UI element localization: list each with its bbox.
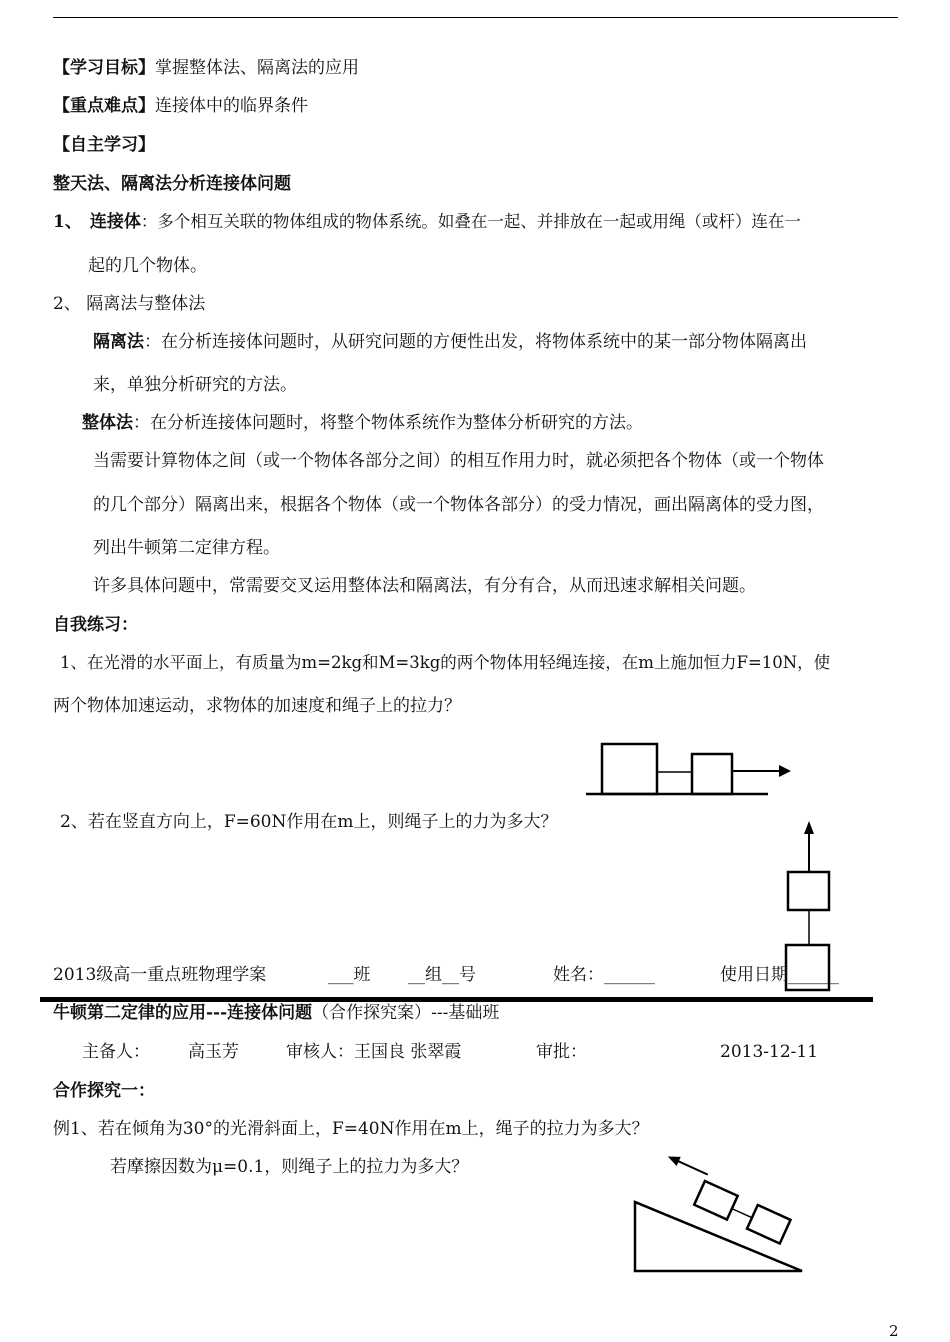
info-grade: 2013级高一重点班物理学案: [53, 965, 267, 985]
practice-q1-line2: 两个物体加速运动，求物体的加速度和绳子上的拉力？: [53, 696, 461, 716]
upper-incline-block: [694, 1181, 738, 1220]
reviewer: 审核人：王国良 张翠霞: [286, 1042, 462, 1062]
info-name: 姓名：______: [553, 965, 655, 985]
horizontal-blocks-diagram: [580, 738, 800, 800]
preparer-label: 主备人：: [82, 1042, 150, 1062]
para2: 许多具体问题中，常需要交叉运用整体法和隔离法，有分有合，从而迅速求解相关问题。: [93, 576, 756, 596]
item1-line1: [53, 211, 801, 233]
learning-goal-line: [53, 57, 359, 79]
lesson-subtitle: （合作探究案）---基础班: [312, 1003, 500, 1023]
approval-label: 审批：: [536, 1042, 587, 1062]
item1-term: 连接体: [89, 212, 141, 232]
incline-diagram: [630, 1180, 810, 1275]
practice-q2: 2、若在竖直方向上，F=60N作用在m上，则绳子上的力为多大？: [60, 812, 558, 832]
item2-heading: 2、 隔离法与整体法: [53, 294, 206, 314]
cooperation-title: 合作探究一：: [53, 1081, 155, 1101]
key-points-label: 【重点难点】: [53, 96, 155, 116]
upper-block: [788, 872, 829, 910]
isolation-text: ：在分析连接体问题时，从研究问题的方便性出发，将物体系统中的某一部分物体隔离出: [144, 332, 807, 352]
info-date: 使用日期______: [720, 965, 839, 985]
section-title: 整天法、隔离法分析连接体问题: [53, 174, 291, 194]
self-study-label: 【自主学习】: [53, 135, 155, 155]
lesson-title: 牛顿第二定律的应用---连接体问题: [53, 1003, 313, 1023]
isolation-line1: [93, 331, 807, 353]
force-arrow-head: [779, 765, 791, 777]
top-rule: [53, 17, 898, 18]
item1-number: 1、: [53, 212, 82, 232]
page-number: 2: [889, 1322, 899, 1340]
para1-line2: 的几个部分）隔离出来，根据各个物体（或一个物体各部分）的受力情况，画出隔离体的受力图，: [93, 495, 824, 515]
lesson-date: 2013-12-11: [720, 1042, 819, 1062]
practice-title: 自我练习：: [53, 615, 138, 635]
item1-text: ：多个相互关联的物体组成的物体系统。如叠在一起、并排放在一起或用绳（或杆）连在一: [140, 212, 801, 231]
large-block: [602, 744, 657, 794]
lower-incline-block: [747, 1205, 791, 1244]
practice-q1-line1: 1、在光滑的水平面上，有质量为m=2kg和M=3kg的两个物体用轻绳连接，在m上施加恒力F=10N，使: [60, 653, 831, 672]
para1-line1: 当需要计算物体之间（或一个物体各部分之间）的相互作用力时，就必须把各个物体（或一个物体: [93, 451, 824, 471]
example1-line1: 例1、若在倾角为30°的光滑斜面上，F=40N作用在m上，绳子的拉力为多大？: [53, 1119, 649, 1139]
lesson-title-line: [53, 1002, 499, 1024]
example1-line2: 若摩擦因数为μ=0.1，则绳子上的拉力为多大？: [110, 1157, 469, 1177]
item1-line2: 起的几个物体。: [88, 256, 207, 276]
info-class: ___班: [328, 965, 371, 985]
whole-method-line: [82, 412, 643, 434]
learning-goal-label: 【学习目标】: [53, 58, 155, 78]
preparer-name: 高玉芳: [188, 1042, 239, 1062]
key-points-line: [53, 95, 308, 117]
key-points-text: 连接体中的临界条件: [155, 96, 308, 116]
incline-force-arrow: [677, 1161, 708, 1175]
learning-goal-text: 掌握整体法、隔离法的应用: [155, 58, 359, 78]
whole-method-label: 整体法: [82, 413, 133, 433]
incline-force-arrow-head: [666, 1152, 681, 1166]
incline-rope: [732, 1209, 752, 1218]
small-block: [692, 754, 732, 794]
isolation-line2: 来，单独分析研究的方法。: [93, 375, 297, 395]
isolation-label: 隔离法: [93, 332, 144, 352]
info-group: __组__号: [408, 965, 476, 985]
para1-line3: 列出牛顿第二定律方程。: [93, 538, 280, 558]
whole-method-text: ：在分析连接体问题时，将整个物体系统作为整体分析研究的方法。: [133, 413, 643, 433]
